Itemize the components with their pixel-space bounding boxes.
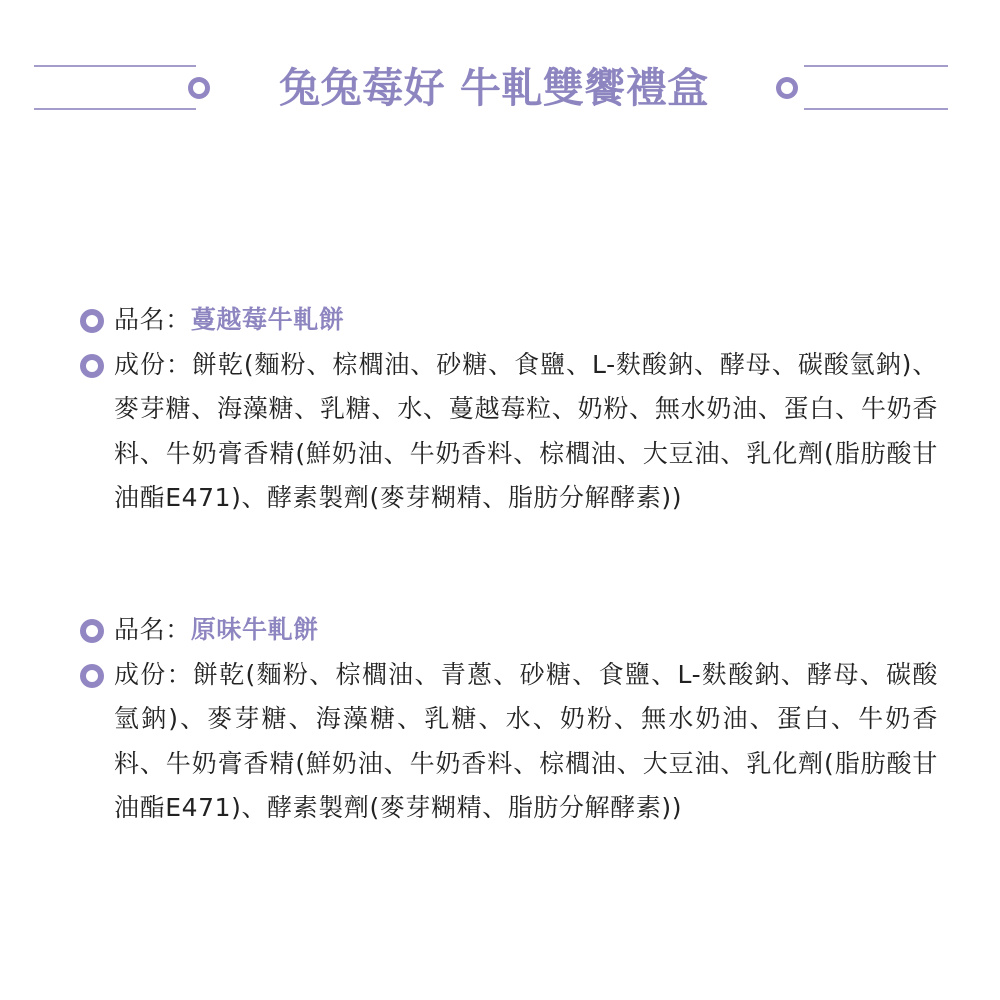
page-title: 兔兔莓好 牛軋雙饗禮盒: [279, 64, 709, 112]
header-line-left-bottom: [34, 108, 196, 110]
product-name-label: 品名：: [114, 615, 191, 644]
ingredients-row: [78, 653, 938, 831]
heart-bullet-icon: [80, 619, 104, 643]
heart-bullet-icon: [80, 354, 104, 378]
product-name-row: [78, 298, 938, 343]
ingredients-label: 成份：: [114, 659, 193, 689]
heart-bullet-icon: [80, 664, 104, 688]
product-block-cranberry: [78, 298, 938, 521]
ingredients-text: 餅乾(麵粉、棕櫚油、青蔥、砂糖、食鹽、L-麩酸鈉、酵母、碳酸氫鈉)、麥芽糖、海藻糖、乳糖、水、奶粉、無水奶油、蛋白、牛奶香料、牛奶膏香精(鮮奶油、牛奶香料、棕櫚油、大豆油、乳化劑(脂肪酸甘油酯E471)、酵素製劑(麥芽糊精、脂肪分解酵素)): [114, 659, 938, 822]
ingredients-text: 餅乾(麵粉、棕櫚油、砂糖、食鹽、L-麩酸鈉、酵母、碳酸氫鈉)、麥芽糖、海藻糖、乳糖、水、蔓越莓粒、奶粉、無水奶油、蛋白、牛奶香料、牛奶膏香精(鮮奶油、牛奶香料、棕櫚油、大豆油、乳化劑(脂肪酸甘油酯E471)、酵素製劑(麥芽糊精、脂肪分解酵素)): [114, 349, 938, 512]
product-block-original: [78, 608, 938, 831]
heart-bullet-icon: [80, 309, 104, 333]
page-header: [0, 58, 1000, 118]
heart-icon-right: [776, 77, 798, 99]
product-name: 原味牛軋餅: [190, 615, 319, 644]
header-line-left-top: [34, 65, 196, 67]
header-line-right-bottom: [804, 108, 948, 110]
ingredients-label: 成份：: [114, 349, 192, 379]
header-line-right-top: [804, 65, 948, 67]
product-name: 蔓越莓牛軋餅: [190, 305, 345, 334]
product-name-label: 品名：: [114, 305, 191, 334]
ingredients-row: [78, 343, 938, 521]
heart-icon-left: [188, 77, 210, 99]
product-name-row: [78, 608, 938, 653]
